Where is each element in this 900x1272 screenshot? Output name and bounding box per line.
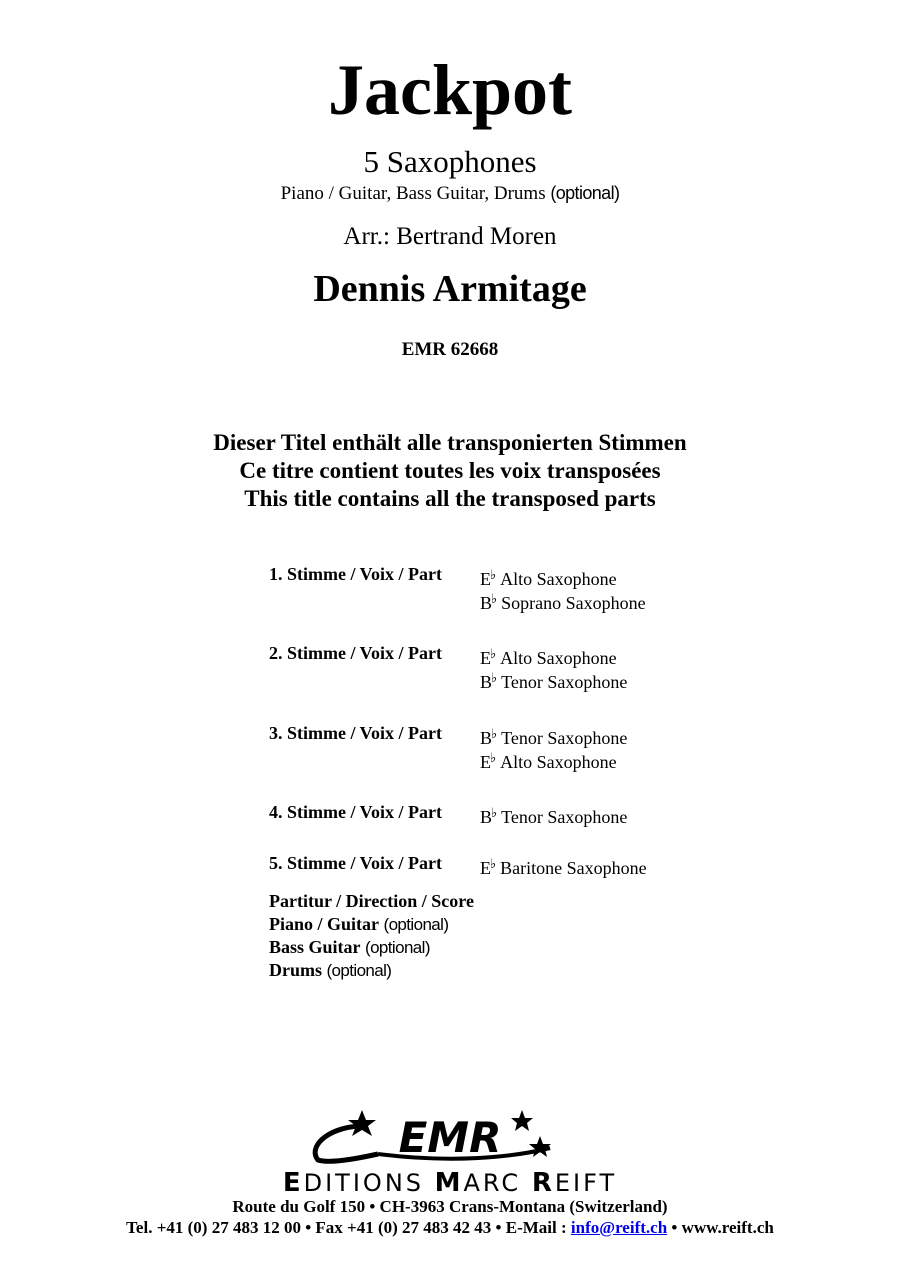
title: Jackpot bbox=[327, 50, 573, 130]
instrument-key: B bbox=[480, 593, 493, 613]
instrument-key: E bbox=[480, 858, 491, 878]
extra-part-label: Piano / Guitar bbox=[269, 914, 380, 934]
extra-part bbox=[269, 959, 474, 982]
instrument-name: Soprano Saxophone bbox=[501, 593, 646, 613]
emr-logo bbox=[300, 1108, 600, 1168]
extra-part-label: Bass Guitar bbox=[269, 937, 361, 957]
brand-initial: R bbox=[531, 1168, 555, 1198]
catalog-number: EMR 62668 bbox=[401, 339, 499, 360]
instrument-name: Alto Saxophone bbox=[500, 648, 617, 668]
extra-part-optional: (optional) bbox=[365, 938, 430, 957]
instrument-line bbox=[480, 668, 627, 692]
extra-parts-list bbox=[269, 890, 474, 982]
transposed-parts-notice bbox=[0, 429, 900, 513]
composer: Dennis Armitage bbox=[313, 268, 587, 310]
notice-german: Dieser Titel enthält alle transponierten Stimmen bbox=[213, 430, 687, 455]
contact-phone-fax: Tel. +41 (0) 27 483 12 00 • Fax +41 (0) 27 483 42 43 • E-Mail : bbox=[126, 1218, 571, 1237]
part-instruments bbox=[480, 644, 627, 692]
parts-list bbox=[269, 565, 789, 878]
instrument-name: Tenor Saxophone bbox=[501, 672, 628, 692]
publisher-name bbox=[0, 1168, 900, 1198]
part-row bbox=[269, 854, 789, 878]
flat-icon: ♭ bbox=[491, 726, 498, 741]
contact-website[interactable]: • www.reift.ch bbox=[667, 1218, 774, 1237]
part-label: 3. Stimme / Voix / Part bbox=[269, 723, 442, 743]
part-label: 5. Stimme / Voix / Part bbox=[269, 853, 442, 873]
instrumentation-optional: (optional) bbox=[550, 183, 620, 203]
instrument-line bbox=[480, 724, 627, 748]
part-row bbox=[269, 724, 789, 772]
part-label: 4. Stimme / Voix / Part bbox=[269, 802, 442, 822]
instrument-key: B bbox=[480, 807, 493, 827]
instrument-name: Baritone Saxophone bbox=[500, 858, 647, 878]
part-label: 2. Stimme / Voix / Part bbox=[269, 643, 442, 663]
notice-french: Ce titre contient toutes les voix transposées bbox=[239, 458, 661, 483]
part-row bbox=[269, 803, 789, 827]
publisher-contact bbox=[0, 1217, 900, 1239]
brand-word: EIFT bbox=[554, 1169, 618, 1197]
instrument-key: B bbox=[480, 672, 493, 692]
flat-icon: ♭ bbox=[490, 567, 497, 582]
flat-icon: ♭ bbox=[491, 805, 498, 820]
brand-initial: M bbox=[434, 1168, 464, 1198]
brand-initial: E bbox=[282, 1168, 304, 1198]
instrumentation bbox=[0, 181, 900, 206]
part-row bbox=[269, 565, 789, 613]
instrument-line bbox=[480, 854, 647, 878]
extra-part bbox=[269, 913, 474, 936]
brand-word: ARC bbox=[463, 1169, 532, 1197]
extra-part bbox=[269, 936, 474, 959]
flat-icon: ♭ bbox=[490, 750, 497, 765]
notice-english: This title contains all the transposed parts bbox=[244, 486, 656, 511]
extra-part bbox=[269, 890, 474, 913]
instrument-key: E bbox=[480, 752, 491, 772]
logo-text: EMR bbox=[398, 1113, 502, 1162]
instrument-name: Alto Saxophone bbox=[500, 569, 617, 589]
part-instruments bbox=[480, 803, 627, 827]
part-instruments bbox=[480, 854, 647, 878]
instrument-name: Tenor Saxophone bbox=[501, 728, 628, 748]
subtitle: 5 Saxophones bbox=[363, 144, 537, 179]
extra-part-label: Drums bbox=[269, 960, 322, 980]
instrument-line bbox=[480, 644, 627, 668]
extra-part-optional: (optional) bbox=[383, 915, 449, 934]
instrument-key: B bbox=[480, 728, 493, 748]
flat-icon: ♭ bbox=[490, 856, 497, 871]
instrument-name: Alto Saxophone bbox=[500, 752, 617, 772]
instrument-name: Tenor Saxophone bbox=[501, 807, 628, 827]
instrument-line bbox=[480, 565, 646, 589]
part-instruments bbox=[480, 724, 627, 772]
email-link[interactable]: info@reift.ch bbox=[570, 1218, 668, 1237]
instrument-line bbox=[480, 589, 646, 613]
flat-icon: ♭ bbox=[490, 646, 497, 661]
extra-part-label: Partitur / Direction / Score bbox=[269, 891, 474, 911]
instrument-line bbox=[480, 748, 627, 772]
part-row bbox=[269, 644, 789, 692]
part-instruments bbox=[480, 565, 646, 613]
brand-word: DITIONS bbox=[303, 1169, 435, 1197]
instrumentation-main: Piano / Guitar, Bass Guitar, Drums bbox=[280, 183, 546, 204]
instrument-line bbox=[480, 803, 627, 827]
extra-part-optional: (optional) bbox=[326, 961, 392, 980]
flat-icon: ♭ bbox=[491, 591, 498, 606]
publisher-address: Route du Golf 150 • CH-3963 Crans-Montana (Switzerland) bbox=[232, 1197, 668, 1216]
instrument-key: E bbox=[480, 648, 491, 668]
instrument-key: E bbox=[480, 569, 491, 589]
flat-icon: ♭ bbox=[491, 670, 498, 685]
part-label: 1. Stimme / Voix / Part bbox=[269, 564, 442, 584]
arranger: Arr.: Bertrand Moren bbox=[343, 223, 557, 250]
